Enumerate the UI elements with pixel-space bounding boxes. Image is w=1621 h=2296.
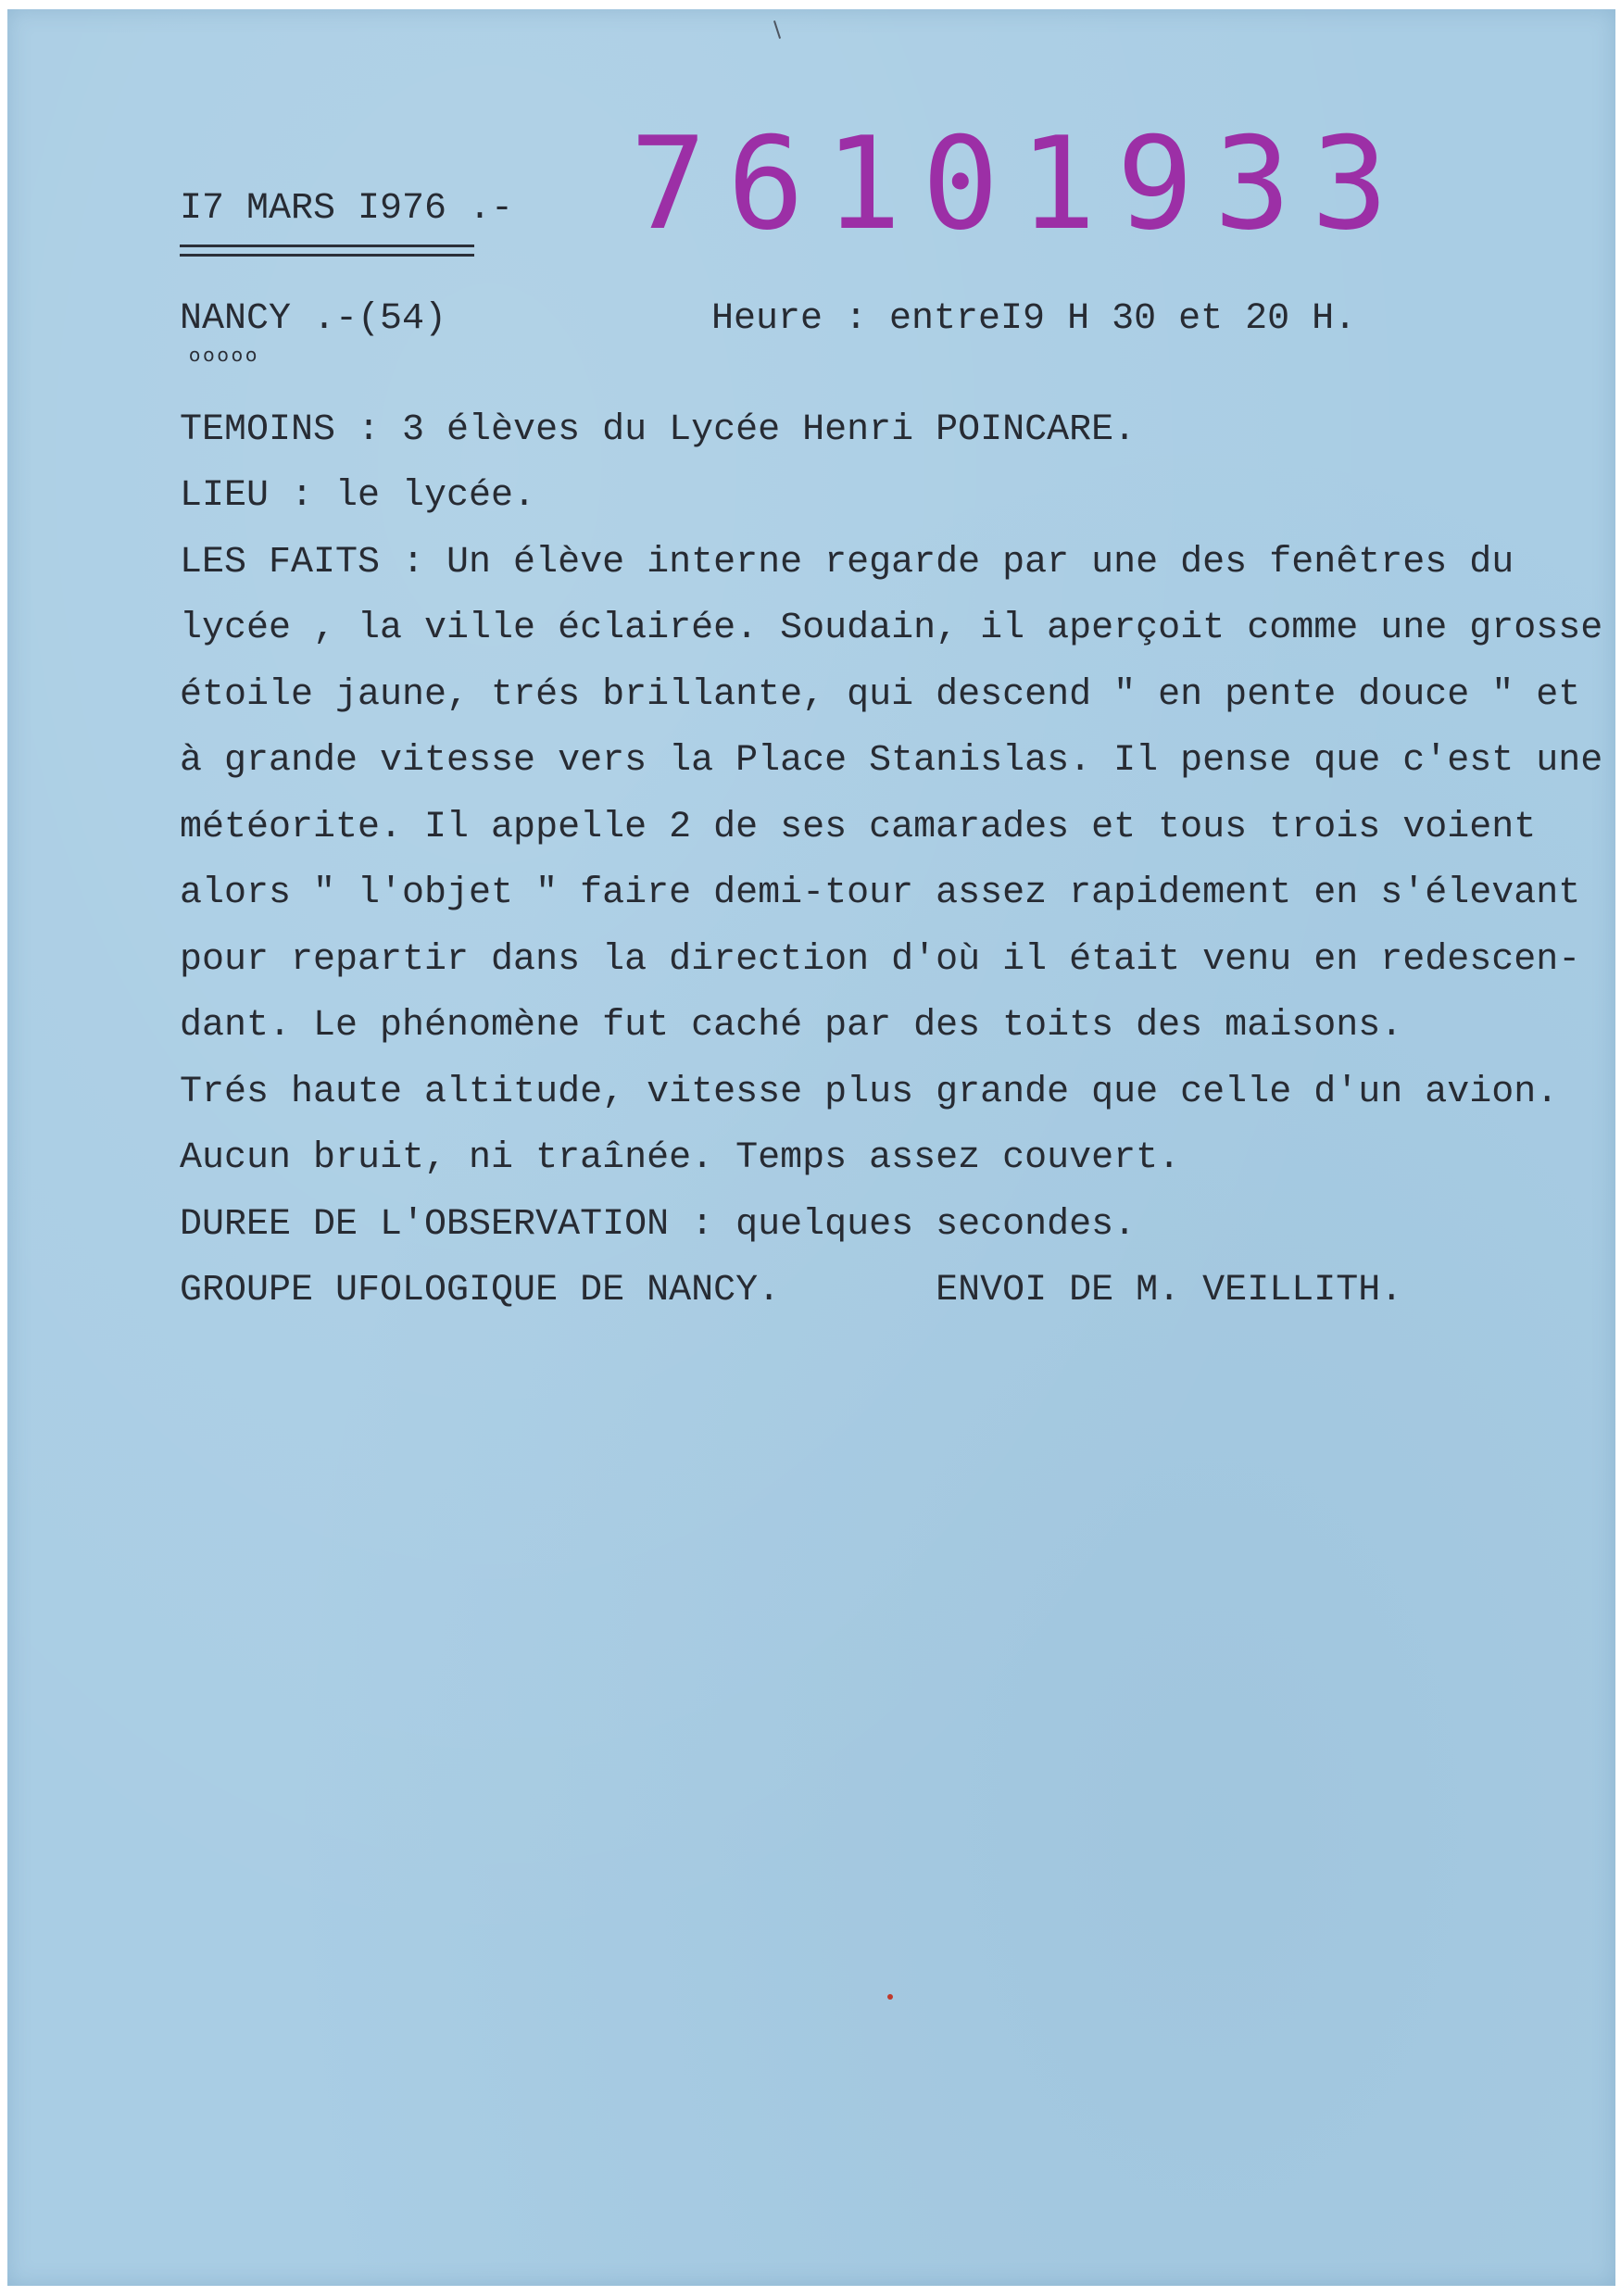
facts-line: météorite. Il appelle 2 de ses camarades et tous trois voient <box>180 807 1537 848</box>
facts-line: LES FAITS : Un élève interne regarde par une des fenêtres du <box>180 542 1514 583</box>
source-line: GROUPE UFOLOGIQUE DE NANCY. ENVOI DE M. VEILLITH. <box>180 1270 1403 1311</box>
report-date: I7 MARS I976 .- <box>180 188 514 230</box>
facts-line: lycée , la ville éclairée. Soudain, il aperçoit comme une grosse <box>180 608 1603 649</box>
index-card <box>7 9 1615 2286</box>
witnesses-line: TEMOINS : 3 élèves du Lycée Henri POINCARE. <box>180 409 1137 451</box>
details-line: Aucun bruit, ni traînée. Temps assez couvert. <box>180 1137 1181 1179</box>
facts-line: pour repartir dans la direction d'où il était venu en redescen- <box>180 939 1581 981</box>
ink-spot <box>887 1994 893 2000</box>
location-place: NANCY .-(54) <box>180 298 447 340</box>
reference-number-stamp: 76101933 <box>630 109 1409 258</box>
duration-line: DUREE DE L'OBSERVATION : quelques secondes. <box>180 1204 1137 1246</box>
details-line: Trés haute altitude, vitesse plus grande que celle d'un avion. <box>180 1072 1559 1113</box>
observation-time: Heure : entreI9 H 30 et 20 H. <box>711 298 1357 340</box>
place-line: LIEU : le lycée. <box>180 475 536 517</box>
date-underline <box>180 245 474 247</box>
facts-line: dant. Le phénomène fut caché par des toits des maisons. <box>180 1005 1403 1047</box>
location-marker: ooooo <box>189 344 260 366</box>
facts-line: alors " l'objet " faire demi-tour assez rapidement en s'élevant <box>180 872 1581 914</box>
date-underline-second <box>180 254 474 257</box>
paper-mark <box>773 20 781 39</box>
facts-line: à grande vitesse vers la Place Stanislas. Il pense que c'est une <box>180 740 1603 782</box>
facts-line: étoile jaune, trés brillante, qui descend " en pente douce " et <box>180 674 1581 716</box>
